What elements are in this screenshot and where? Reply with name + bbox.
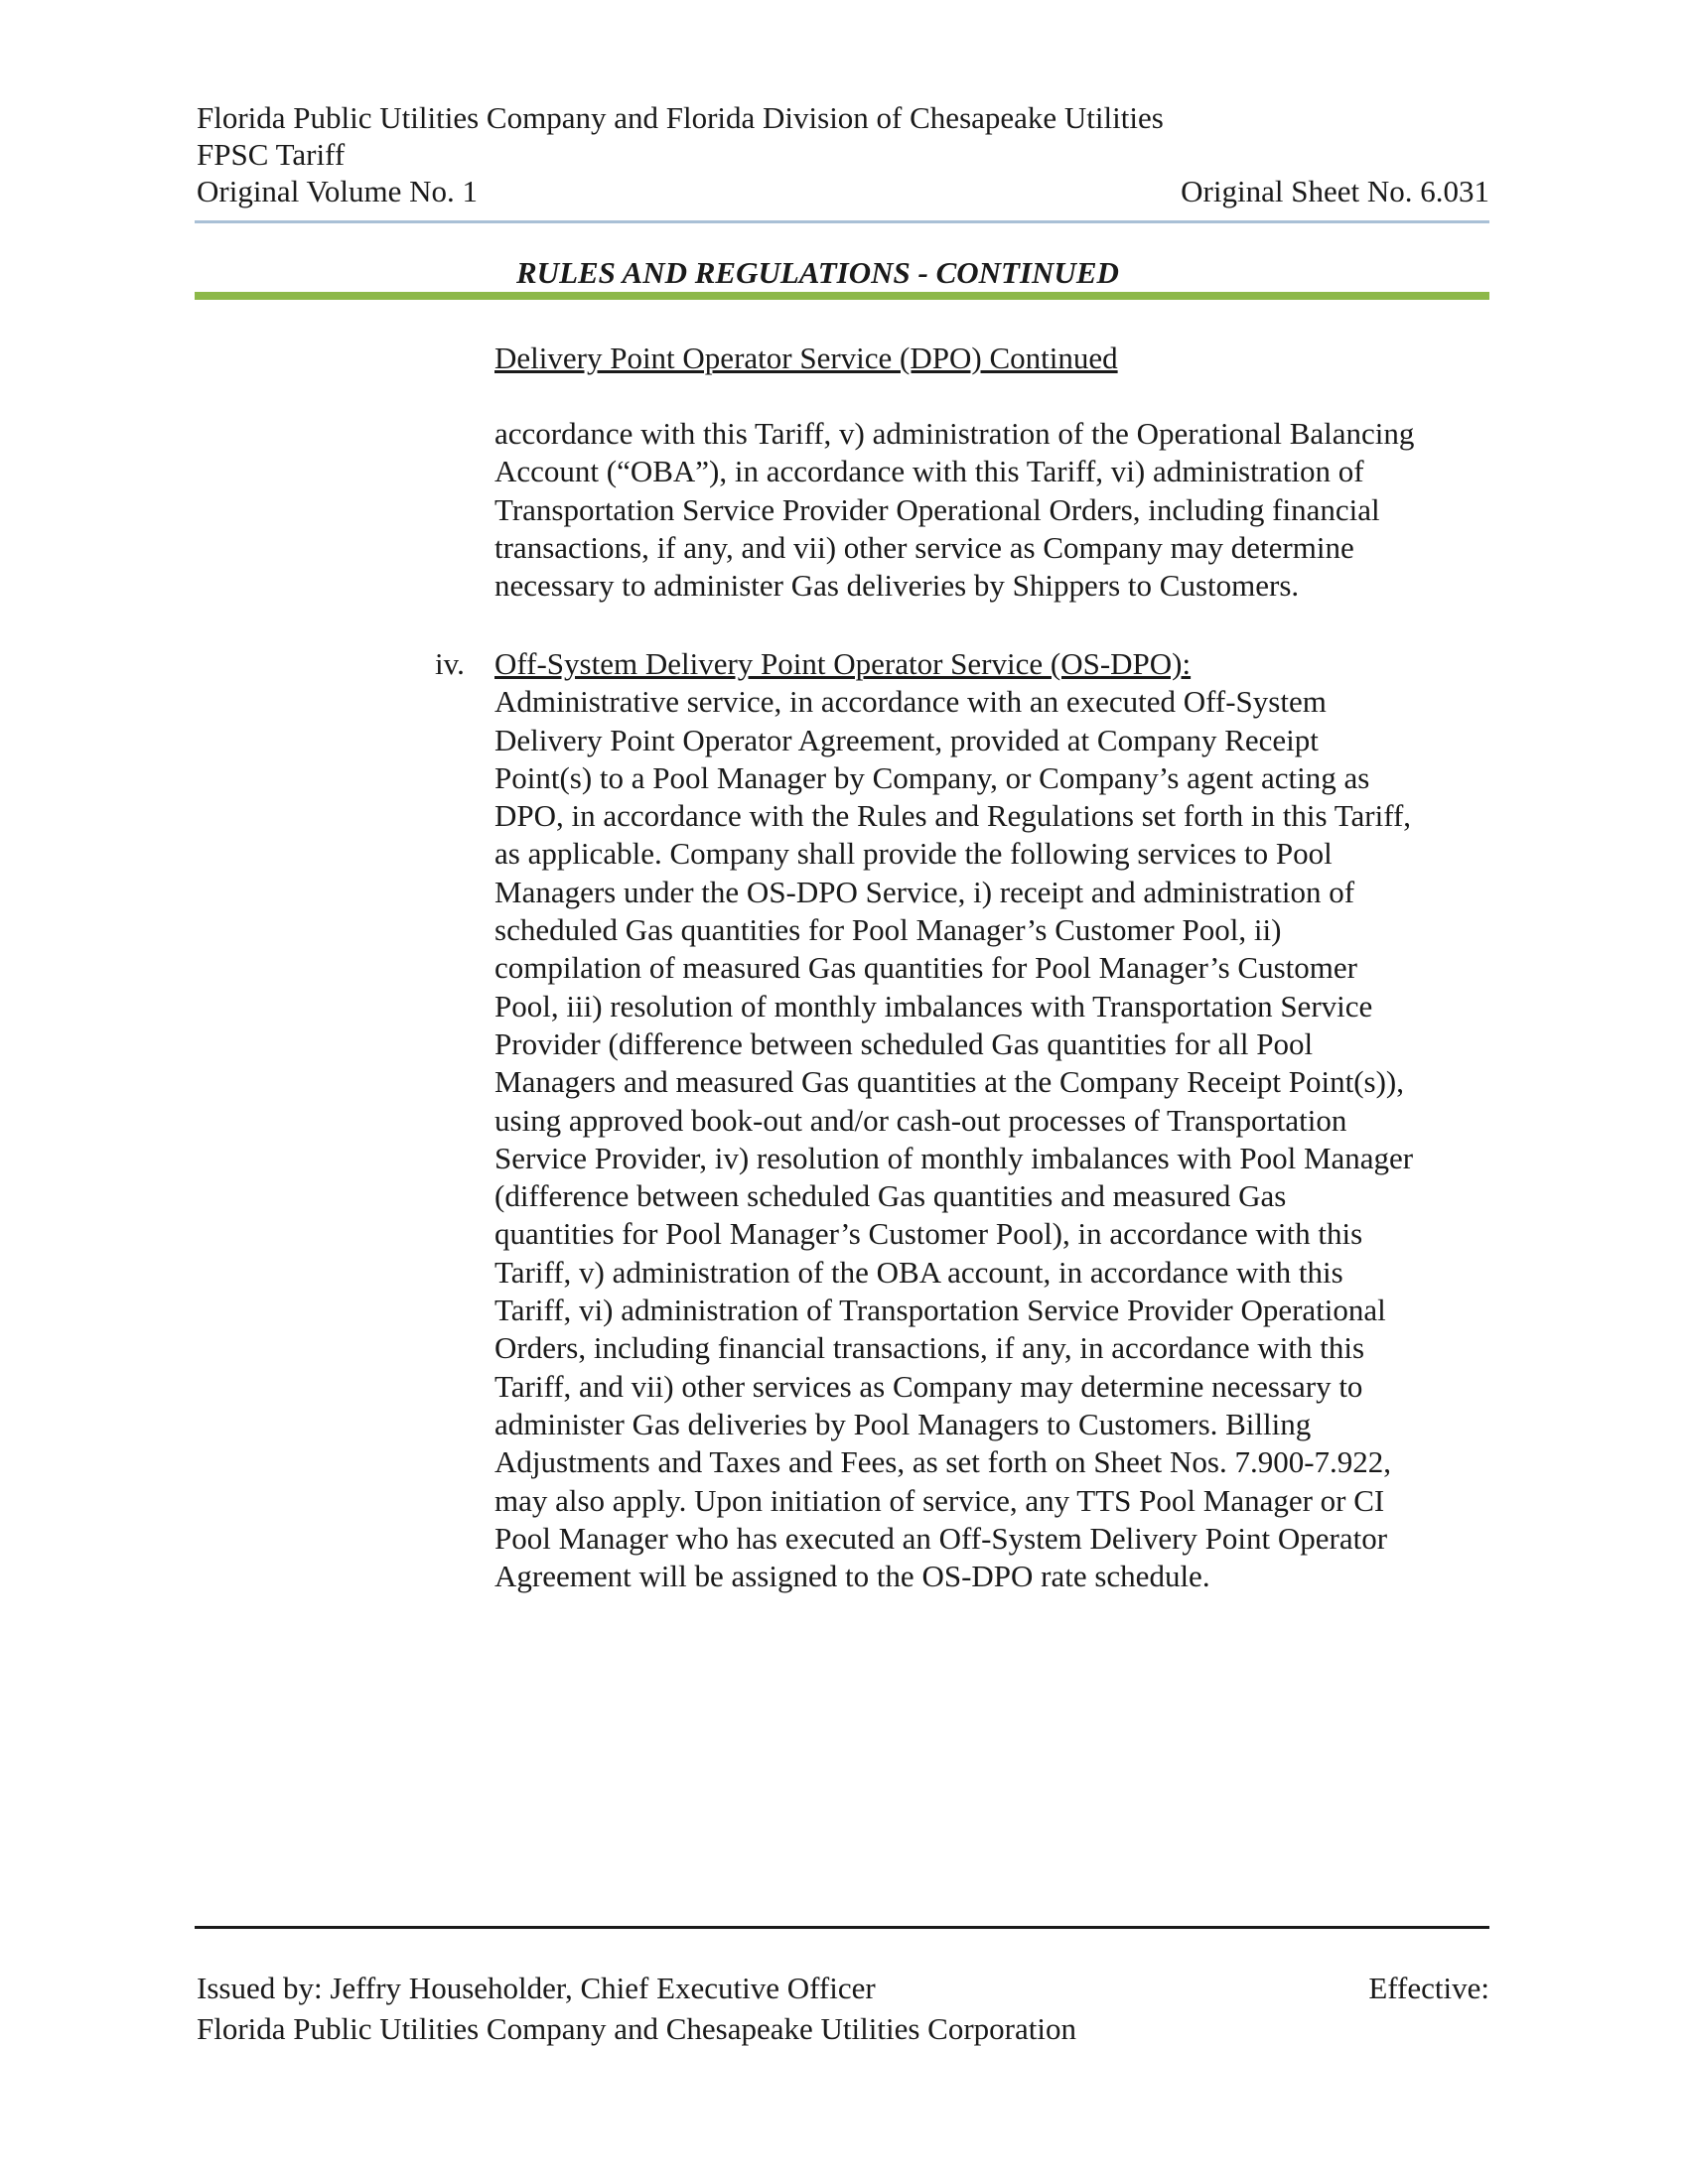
item-line: compilation of measured Gas quantities for Pool Manager’s Customer bbox=[494, 950, 1357, 986]
header-tariff-line: FPSC Tariff bbox=[197, 137, 346, 172]
item-number: iv. bbox=[435, 646, 465, 681]
item-line: Pool, iii) resolution of monthly imbalances with Transportation Service bbox=[494, 988, 1373, 1024]
item-line: administer Gas deliveries by Pool Managers to Customers. Billing bbox=[494, 1406, 1312, 1441]
item-line: Administrative service, in accordance with an executed Off-System bbox=[494, 684, 1327, 720]
paragraph-line: Transportation Service Provider Operational Orders, including financial bbox=[494, 491, 1380, 527]
paragraph-line: necessary to administer Gas deliveries by Shippers to Customers. bbox=[494, 568, 1300, 604]
item-line: Agreement will be assigned to the OS-DPO rate schedule. bbox=[494, 1559, 1210, 1594]
item-line: Service Provider, iv) resolution of monthly imbalances with Pool Manager bbox=[494, 1140, 1414, 1175]
item-line: as applicable. Company shall provide the following services to Pool bbox=[494, 836, 1333, 872]
item-line: (difference between scheduled Gas quantities and measured Gas bbox=[494, 1178, 1287, 1214]
section-divider bbox=[195, 292, 1489, 300]
header-sheet-number: Original Sheet No. 6.031 bbox=[1181, 174, 1489, 208]
footer-effective: Effective: bbox=[1368, 1971, 1489, 2005]
paragraph-line: accordance with this Tariff, v) administration of the Operational Balancing bbox=[494, 416, 1415, 451]
header-divider bbox=[195, 220, 1489, 223]
item-line: Tariff, v) administration of the OBA account, in accordance with this bbox=[494, 1254, 1343, 1290]
item-line: Tariff, vi) administration of Transportation Service Provider Operational bbox=[494, 1293, 1386, 1328]
subheading: Delivery Point Operator Service (DPO) Continued bbox=[494, 341, 1118, 375]
footer-issuer bbox=[197, 1968, 1076, 2049]
paragraph-continued bbox=[494, 415, 1497, 605]
item-line: Delivery Point Operator Agreement, provided at Company Receipt bbox=[494, 722, 1319, 757]
header-company-line: Florida Public Utilities Company and Florida Division of Chesapeake Utilities bbox=[197, 100, 1164, 135]
paragraph-line: transactions, if any, and vii) other service as Company may determine bbox=[494, 529, 1354, 565]
item-line: Point(s) to a Pool Manager by Company, or Company’s agent acting as bbox=[494, 759, 1370, 795]
header-volume-line: Original Volume No. 1 bbox=[197, 174, 479, 208]
item-line: Pool Manager who has executed an Off-System Delivery Point Operator bbox=[494, 1520, 1388, 1556]
item-title: Off-System Delivery Point Operator Service (OS-DPO): bbox=[494, 646, 1192, 681]
item-line: Managers and measured Gas quantities at the Company Receipt Point(s)), bbox=[494, 1064, 1404, 1100]
item-line: Orders, including financial transactions, if any, in accordance with this bbox=[494, 1330, 1365, 1366]
footer-divider bbox=[195, 1926, 1489, 1929]
item-line: may also apply. Upon initiation of service, any TTS Pool Manager or CI bbox=[494, 1482, 1385, 1518]
section-title: RULES AND REGULATIONS - CONTINUED bbox=[516, 255, 1119, 290]
paragraph-line: Account (“OBA”), in accordance with this Tariff, vi) administration of bbox=[494, 454, 1364, 489]
item-line: DPO, in accordance with the Rules and Regulations set forth in this Tariff, bbox=[494, 798, 1412, 834]
footer-company: Florida Public Utilities Company and Chesapeake Utilities Corporation bbox=[197, 2011, 1076, 2046]
item-line: scheduled Gas quantities for Pool Manager’s Customer Pool, ii) bbox=[494, 912, 1282, 948]
item-line: using approved book-out and/or cash-out processes of Transportation bbox=[494, 1102, 1347, 1138]
item-line: Provider (difference between scheduled Gas quantities for all Pool bbox=[494, 1025, 1314, 1061]
item-line: Managers under the OS-DPO Service, i) receipt and administration of bbox=[494, 874, 1355, 909]
footer-issued-by: Issued by: Jeffry Householder, Chief Executive Officer bbox=[197, 1971, 876, 2005]
item-line: quantities for Pool Manager’s Customer Pool), in accordance with this bbox=[494, 1216, 1363, 1252]
item-line: Tariff, and vii) other services as Company may determine necessary to bbox=[494, 1368, 1363, 1404]
item-line: Adjustments and Taxes and Fees, as set forth on Sheet Nos. 7.900-7.922, bbox=[494, 1444, 1392, 1480]
item-iv-body bbox=[494, 645, 1497, 1595]
